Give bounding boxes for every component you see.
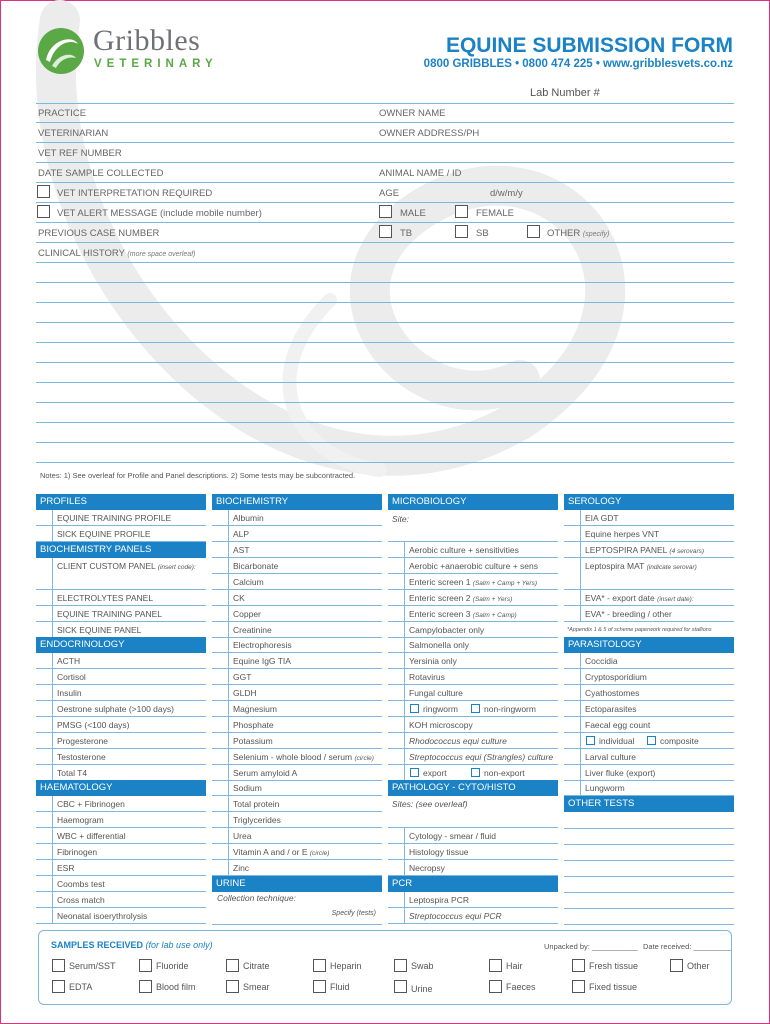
test-row[interactable]: SICK EQUINE PROFILE [36,526,206,542]
other-line[interactable] [564,908,734,909]
brand-name: Gribbles [93,24,201,57]
composite-checkbox[interactable] [647,736,656,745]
test-row[interactable]: Cross match [36,892,206,908]
test-row[interactable]: Serum amyloid A [212,765,382,781]
sample-checkbox[interactable] [139,980,152,993]
non-export-label: non-export [484,768,525,778]
clinical-history-text: CLINICAL HISTORY [38,248,125,259]
test-row[interactable]: Leptospira MAT (indicate serovar) [564,558,734,590]
sample-label: Hair [506,961,523,971]
specify-tests-label: Specify (tests) [331,910,376,917]
test-row[interactable]: KOH microscopy [388,717,558,733]
fungal-options-row [388,701,558,717]
test-row[interactable]: Cytology - smear / fluid [388,828,558,844]
test-row[interactable]: Ectoparasites [564,701,734,717]
test-row[interactable]: SICK EQUINE PANEL [36,622,206,638]
test-row[interactable]: Potassium [212,733,382,749]
haematology-header: HAEMATOLOGY [36,780,206,796]
endocrinology-header: ENDOCRINOLOGY [36,637,206,653]
sample-checkbox[interactable] [139,959,152,972]
test-row[interactable]: Neonatal isoerythrolysis [36,908,206,924]
sample-label: Serum/SST [69,961,116,971]
column-biochemistry [212,494,382,924]
ringworm-checkbox[interactable] [410,704,419,713]
test-row[interactable]: Enteric screen 2 (Salm + Yers) [388,590,558,606]
test-row[interactable]: Equine IgG TIA [212,653,382,669]
microbiology-header: MICROBIOLOGY [388,494,558,510]
history-line[interactable] [36,282,734,283]
test-row[interactable]: ALP [212,526,382,542]
history-line[interactable] [36,442,734,443]
history-line[interactable] [36,342,734,343]
vet-ref-line[interactable] [36,162,734,163]
gribbles-leaf-icon [36,26,86,76]
unpacked-by-label: Unpacked by: ___________ [544,942,638,951]
sites-row[interactable]: Sites: (see overleaf) [388,796,558,828]
sb-checkbox[interactable] [455,225,468,238]
test-row[interactable]: EIA GDT [564,510,734,526]
test-row[interactable]: AST [212,542,382,558]
test-row[interactable]: Lungworm [564,780,734,796]
veterinarian-line[interactable] [36,142,734,143]
test-row[interactable]: CK [212,590,382,606]
date-received-label: Date received: _________ [643,942,731,951]
column-microbiology [388,494,558,924]
sample-label: Blood film [156,982,196,992]
test-row[interactable]: Calcium [212,574,382,590]
animal-name-label: ANIMAL NAME / ID [379,168,462,179]
clinical-history-label [38,248,196,259]
sample-checkbox[interactable] [226,980,239,993]
other-note: (specify) [582,231,610,238]
other-tests-header: OTHER TESTS [564,796,734,812]
alert-line[interactable] [36,222,734,223]
other-line[interactable] [564,924,734,925]
test-row[interactable]: Rotavirus [388,669,558,685]
test-row[interactable]: Vitamin A and / or E (circle) [212,844,382,860]
sample-label: Urine [411,984,433,994]
test-row[interactable]: Enteric screen 1 (Salm + Camp + Yers) [388,574,558,590]
test-row[interactable]: Aerobic +anaerobic culture + sens [388,558,558,574]
vet-interpretation-label: VET INTERPRETATION REQUIRED [57,188,213,199]
sb-label: SB [476,228,489,239]
female-checkbox[interactable] [455,205,468,218]
history-line[interactable] [36,262,734,263]
test-row[interactable]: Equine herpes VNT [564,526,734,542]
vet-alert-label: VET ALERT MESSAGE (include mobile number) [57,208,262,219]
contact-line: 0800 GRIBBLES • 0800 474 225 • www.gribblesvets.co.nz [423,58,733,70]
other-sex-checkbox[interactable] [527,225,540,238]
test-row[interactable]: Albumin [212,510,382,526]
other-line[interactable] [564,844,734,845]
export-label: export [423,768,447,778]
test-row[interactable]: Liver fluke (export) [564,765,734,781]
test-row[interactable]: Creatinine [212,622,382,638]
test-row[interactable]: Cyathostomes [564,685,734,701]
individual-label: individual [599,736,635,746]
faecal-options-row [564,733,734,749]
sample-label: Smear [243,982,270,992]
export-options-row [388,765,558,781]
test-row[interactable]: Coccidia [564,653,734,669]
test-row[interactable]: LEPTOSPIRA PANEL (4 serovars) [564,542,734,558]
test-row[interactable]: Histology tissue [388,844,558,860]
sample-checkbox[interactable] [52,959,65,972]
test-row[interactable]: Zinc [212,860,382,876]
sample-label: Fluoride [156,961,189,971]
previous-case-label: PREVIOUS CASE NUMBER [38,228,160,239]
history-line[interactable] [36,362,734,363]
sample-label: Fluid [330,982,350,992]
test-row[interactable]: Streptococcus equi PCR [388,908,558,924]
test-row[interactable]: Progesterone [36,733,206,749]
sample-label: Citrate [243,961,270,971]
profiles-header: PROFILES [36,494,206,510]
sample-checkbox[interactable] [52,980,65,993]
test-row[interactable]: Streptococcus equi (Strangles) culture [388,749,558,765]
gribbles-logo [36,24,236,80]
test-row[interactable]: CLIENT CUSTOM PANEL (insert code): [36,558,206,590]
pathology-header: PATHOLOGY - CYTO/HISTO [388,780,558,796]
site-row[interactable]: Site: [388,510,558,542]
test-row[interactable]: EQUINE TRAINING PANEL [36,606,206,622]
pcr-header: PCR [388,876,558,892]
sample-label: Fresh tissue [589,961,639,971]
history-line[interactable] [36,302,734,303]
other-line[interactable] [564,828,734,829]
test-row[interactable]: Phosphate [212,717,382,733]
test-row[interactable]: GLDH [212,685,382,701]
notes-text: Notes: 1) See overleaf for Profile and Panel descriptions. 2) Some tests may be subcontracted. [40,471,356,480]
test-row[interactable]: Testosterone [36,749,206,765]
test-row[interactable]: Leptospira PCR [388,892,558,908]
test-row[interactable]: Insulin [36,685,206,701]
non-export-checkbox[interactable] [471,768,480,777]
lab-number-label: Lab Number # [530,87,600,99]
brand-subtitle: VETERINARY [94,58,218,70]
test-row[interactable]: Necropsy [388,860,558,876]
test-row[interactable]: Salmonella only [388,637,558,653]
test-row[interactable]: Triglycerides [212,812,382,828]
sample-checkbox[interactable] [670,959,683,972]
test-row[interactable]: Fungal culture [388,685,558,701]
vet-interpretation-checkbox[interactable] [37,185,50,198]
other-line[interactable] [564,876,734,877]
test-row[interactable]: EVA* - breeding / other [564,606,734,622]
other-text: OTHER [547,228,581,239]
biochemistry-header: BIOCHEMISTRY [212,494,382,510]
test-row[interactable]: ELECTROLYTES PANEL [36,590,206,606]
test-row[interactable]: EVA* - export date (insert date): [564,590,734,606]
case-line[interactable] [36,242,734,243]
test-row[interactable]: ACTH [36,653,206,669]
clinical-history-note: (more space overleaf) [127,251,196,258]
test-row[interactable]: Bicarbonate [212,558,382,574]
ringworm-label: ringworm [423,704,458,714]
test-row[interactable]: WBC + differential [36,828,206,844]
samples-received-box [38,930,732,1005]
biochem-panels-header: BIOCHEMISTRY PANELS [36,542,206,558]
column-profiles [36,494,206,924]
vet-ref-label: VET REF NUMBER [38,148,122,159]
test-row[interactable]: Magnesium [212,701,382,717]
owner-name-label: OWNER NAME [379,108,446,119]
tb-checkbox[interactable] [379,225,392,238]
sample-label: Fixed tissue [589,982,638,992]
sample-label: EDTA [69,982,93,992]
individual-checkbox[interactable] [586,736,595,745]
test-row[interactable]: Urea [212,828,382,844]
column-serology [564,494,734,924]
sample-checkbox[interactable] [489,980,502,993]
collection-technique-label: Collection technique: [217,893,296,903]
female-label: FEMALE [476,208,515,219]
date-line[interactable] [36,182,734,183]
test-row[interactable]: Fibrinogen [36,844,206,860]
rule [212,924,382,925]
test-row[interactable]: Sodium [212,780,382,796]
veterinarian-label: VETERINARIAN [38,128,109,139]
history-line[interactable] [36,422,734,423]
owner-address-label: OWNER ADDRESS/PH [379,128,480,139]
sample-checkbox[interactable] [489,959,502,972]
composite-label: composite [660,736,699,746]
sample-checkbox[interactable] [394,980,407,993]
age-unit-label: d/w/m/y [490,188,523,199]
history-line[interactable] [36,322,734,323]
test-row[interactable]: Electrophoresis [212,637,382,653]
tb-label: TB [400,228,413,239]
sample-label: Other [687,961,710,971]
test-row[interactable]: Selenium - whole blood / serum (circle) [212,749,382,765]
sample-checkbox[interactable] [313,980,326,993]
appendix-note-row: *Appendix 1 & 5 of scheme paperwork required for stallions [564,622,734,638]
test-row[interactable]: Rhodococcus equi culture [388,733,558,749]
non-ringworm-checkbox[interactable] [471,704,480,713]
test-row[interactable]: Total protein [212,796,382,812]
test-row[interactable]: Total T4 [36,765,206,781]
male-checkbox[interactable] [379,205,392,218]
test-row[interactable]: Aerobic culture + sensitivities [388,542,558,558]
test-row[interactable]: Larval culture [564,749,734,765]
sample-label: Swab [411,961,434,971]
sample-checkbox[interactable] [572,959,585,972]
test-row[interactable]: ESR [36,860,206,876]
other-line[interactable] [564,892,734,893]
form-title: EQUINE SUBMISSION FORM [445,34,733,57]
non-ringworm-label: non-ringworm [484,704,536,714]
test-row[interactable]: EQUINE TRAINING PROFILE [36,510,206,526]
serology-header: SEROLOGY [564,494,734,510]
test-row[interactable]: Cryptosporidium [564,669,734,685]
sample-label: Heparin [330,961,362,971]
test-row[interactable]: Oestrone sulphate (>100 days) [36,701,206,717]
history-line[interactable] [36,382,734,383]
test-row[interactable]: Yersinia only [388,653,558,669]
other-line[interactable] [564,860,734,861]
rule [36,103,734,104]
test-row[interactable]: CBC + Fibrinogen [36,796,206,812]
male-label: MALE [400,208,426,219]
date-collected-label: DATE SAMPLE COLLECTED [38,168,164,179]
other-label [547,228,609,239]
test-row[interactable]: Enteric screen 3 (Salm + Camp) [388,606,558,622]
test-row[interactable]: Cortisol [36,669,206,685]
vet-alert-checkbox[interactable] [37,205,50,218]
history-line[interactable] [36,462,734,463]
test-row[interactable]: PMSG (<100 days) [36,717,206,733]
practice-label: PRACTICE [38,108,87,119]
sample-checkbox[interactable] [226,959,239,972]
history-line[interactable] [36,402,734,403]
test-row[interactable]: Haemogram [36,812,206,828]
sample-checkbox[interactable] [313,959,326,972]
practice-line[interactable] [36,122,734,123]
export-checkbox[interactable] [410,768,419,777]
age-label: AGE [379,188,400,199]
test-row[interactable]: Campylobacter only [388,622,558,638]
parasitology-header: PARASITOLOGY [564,637,734,653]
samples-title: SAMPLES RECEIVED (for lab use only) [51,940,213,950]
test-row[interactable]: GGT [212,669,382,685]
sample-checkbox[interactable] [572,980,585,993]
urine-header: URINE [212,876,382,892]
test-row[interactable]: Copper [212,606,382,622]
sample-label: Faeces [506,982,536,992]
sample-checkbox[interactable] [394,959,407,972]
test-row[interactable]: Coombs test [36,876,206,892]
age-line[interactable] [36,202,734,203]
test-row[interactable]: Faecal egg count [564,717,734,733]
